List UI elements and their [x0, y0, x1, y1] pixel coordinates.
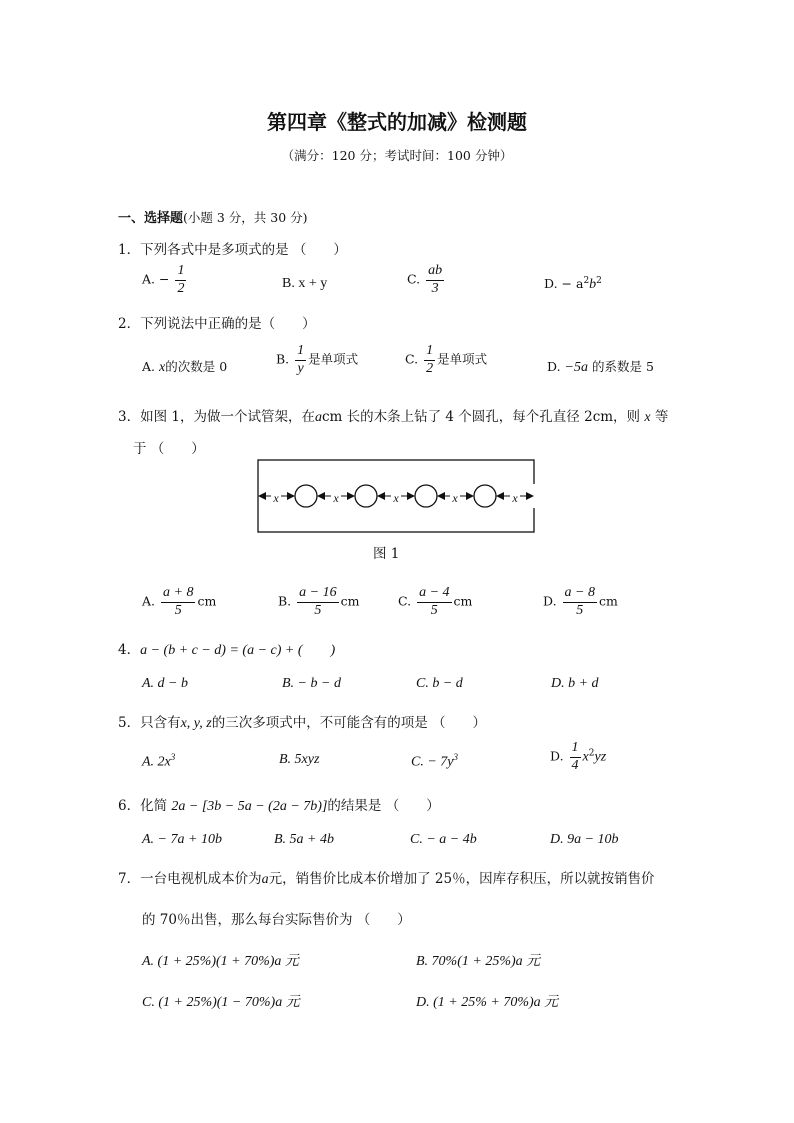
q7-option-d: D. (1 + 25% + 70%)a 元 [416, 995, 559, 1010]
q7-option-a: A. (1 + 25%)(1 + 70%)a 元 [142, 954, 299, 969]
q6-option-c: C. − a − 4b [410, 832, 477, 847]
q4-option-a: A. d − b [142, 676, 188, 691]
q4-option-d: D. b + d [551, 676, 599, 691]
fraction: $\frac{1}{2}$ [426, 343, 434, 376]
q6-option-d: D. 9a − 10b [550, 832, 619, 847]
fraction: $\frac{1}{y}$ [297, 343, 305, 376]
q1-option-c: C. $\frac{ab}{3}$ [407, 263, 443, 296]
q4-option-b: B. − b − d [282, 676, 341, 691]
q5-option-a: A. $2x^3$ [142, 752, 176, 770]
q3-option-d: D. $\frac{a - 8}{5}$ cm [543, 585, 618, 618]
question-3-stem-line1: 3．如图 1，为做一个试管架，在acm 长的木条上钻了 4 个圆孔，每个孔直径 2cm，则 x 等 [118, 409, 669, 425]
fraction: $\frac{a + 8}{5}$ [163, 585, 194, 618]
q7-option-c: C. (1 + 25%)(1 − 70%)a 元 [142, 995, 300, 1010]
q5-option-d: D. $\frac{1}{4}$ $x^2yz$ [550, 740, 607, 773]
fraction: $\frac{ab}{3}$ [428, 263, 443, 296]
hole [295, 485, 317, 507]
q1-option-a: A. − $\frac{1}{2}$ [142, 263, 185, 296]
question-6-stem: 6．化简 2a − [3b − 5a − (2a − 7b)]的结果是 （ ） [118, 798, 440, 814]
fraction: $\frac{a - 16}{5}$ [299, 585, 337, 618]
fraction: $\frac{a - 4}{5}$ [419, 585, 450, 618]
q1-option-b: B. x + y [282, 276, 328, 291]
q6-option-b: B. 5a + 4b [274, 832, 334, 847]
q3-option-a: A. $\frac{a + 8}{5}$ cm [142, 585, 217, 618]
q7-option-b: B. 70%(1 + 25%)a 元 [416, 954, 541, 969]
q6-option-a: A. − 7a + 10b [142, 832, 222, 847]
q5-option-c: C. − $7y^3$ [411, 752, 458, 770]
question-4-stem: 4．a − (b + c − d) = (a − c) + ( ) [118, 642, 336, 658]
section-heading [118, 207, 308, 226]
section-note: (小题 3 分，共 30 分) [183, 210, 308, 225]
q2-option-b: B. $\frac{1}{y}$ 是单项式 [276, 343, 359, 376]
q1-option-d: D. − $a^2b^2$ [544, 276, 602, 293]
question-2-stem: 2．下列说法中正确的是（ ） [118, 316, 316, 332]
question-5-stem: 5．只含有x, y, z的三次多项式中，不可能含有的项是 （ ） [118, 715, 486, 731]
x-label: x [452, 491, 458, 505]
q3-option-b: B. $\frac{a - 16}{5}$ cm [278, 585, 360, 618]
page-title: 第四章《整式的加减》检测题 [267, 110, 527, 134]
q2-option-d: D. −5a 的系数是 5 [547, 359, 654, 375]
section-label: 一、选择题 [118, 211, 184, 226]
question-3-stem-line2: 于 （ ） [133, 441, 205, 457]
fraction: $\frac{1}{2}$ [177, 263, 185, 296]
x-label: x [393, 491, 399, 505]
q3-option-c: C. $\frac{a - 4}{5}$ cm [398, 585, 473, 618]
x-label: x [512, 491, 518, 505]
x-label: x [273, 491, 279, 505]
fraction: $\frac{a - 8}{5}$ [564, 585, 595, 618]
q4-option-c: C. b − d [416, 676, 463, 691]
question-7-stem-line2: 的 70％出售，那么每台实际售价为 （ ） [142, 912, 411, 928]
x-label: x [333, 491, 339, 505]
question-1-stem: 1．下列各式中是多项式的是 （ ） [118, 242, 347, 258]
q2-option-a: A. x的次数是 0 [142, 359, 228, 375]
fraction: $\frac{1}{4}$ [571, 740, 579, 773]
q5-option-b: B. 5xyz [279, 752, 320, 767]
question-7-stem-line1: 7．一台电视机成本价为a元，销售价比成本价增加了 25％，因库存积压，所以就按销售价 [118, 871, 655, 887]
exam-info: （满分：120 分；考试时间：100 分钟） [281, 148, 513, 163]
hole [474, 485, 496, 507]
hole [355, 485, 377, 507]
hole [415, 485, 437, 507]
figure-caption: 图 1 [373, 546, 400, 562]
q2-option-c: C. $\frac{1}{2}$ 是单项式 [405, 343, 488, 376]
figure-test-tube-rack [256, 458, 538, 536]
